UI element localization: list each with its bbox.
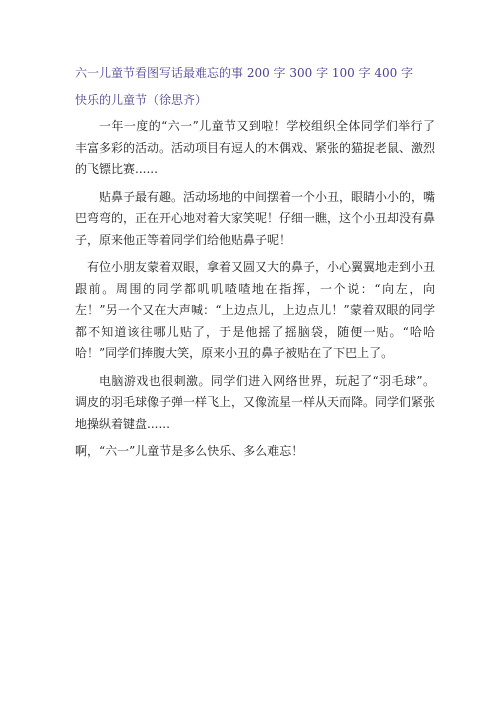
document-subtitle: 快乐的儿童节（徐思齐） bbox=[75, 93, 208, 107]
document-page bbox=[75, 63, 435, 463]
paragraph-blindfold: 有位小朋友蒙着双眼，拿着又圆又大的鼻子，小心翼翼地走到小丑跟前。周围的同学都叽叽喳喳地在指挥，一个说：“向左，向左！”另一个又在大声喊：“上边点儿，上边点儿！”蒙着双眼的同学都不知道该往哪儿贴了，于是他摇了摇脑袋，随便一贴。“哈哈哈！”同学们捧腹大笑，原来小丑的鼻子被贴在了下巴上了。 bbox=[75, 260, 436, 360]
paragraph-nose-game: 贴鼻子最有趣。活动场地的中间摆着一个小丑，眼睛小小的，嘴巴弯弯的，正在开心地对着大家笑呢！仔细一瞧，这个小丑却没有鼻子，原来他正等着同学们给他贴鼻子呢！ bbox=[75, 189, 436, 247]
paragraph-intro: 一年一度的“六一”儿童节又到啦！学校组织全体同学们举行了丰富多彩的活动。活动项目有逗人的木偶戏、紧张的猫捉老鼠、激烈的飞镖比赛...... bbox=[75, 119, 436, 176]
paragraph-computer-game: 电脑游戏也很刺激。同学们进入网络世界，玩起了“羽毛球”。调皮的羽毛球像子弹一样飞上，又像流星一样从天而降。同学们紧张地操纵着键盘...... bbox=[75, 373, 436, 431]
paragraph-conclusion: 啊，“六一”儿童节是多么快乐、多么难忘！ bbox=[75, 444, 304, 458]
document-title: 六一儿童节看图写话最难忘的事 200 字 300 字 100 字 400 字 bbox=[75, 66, 414, 80]
